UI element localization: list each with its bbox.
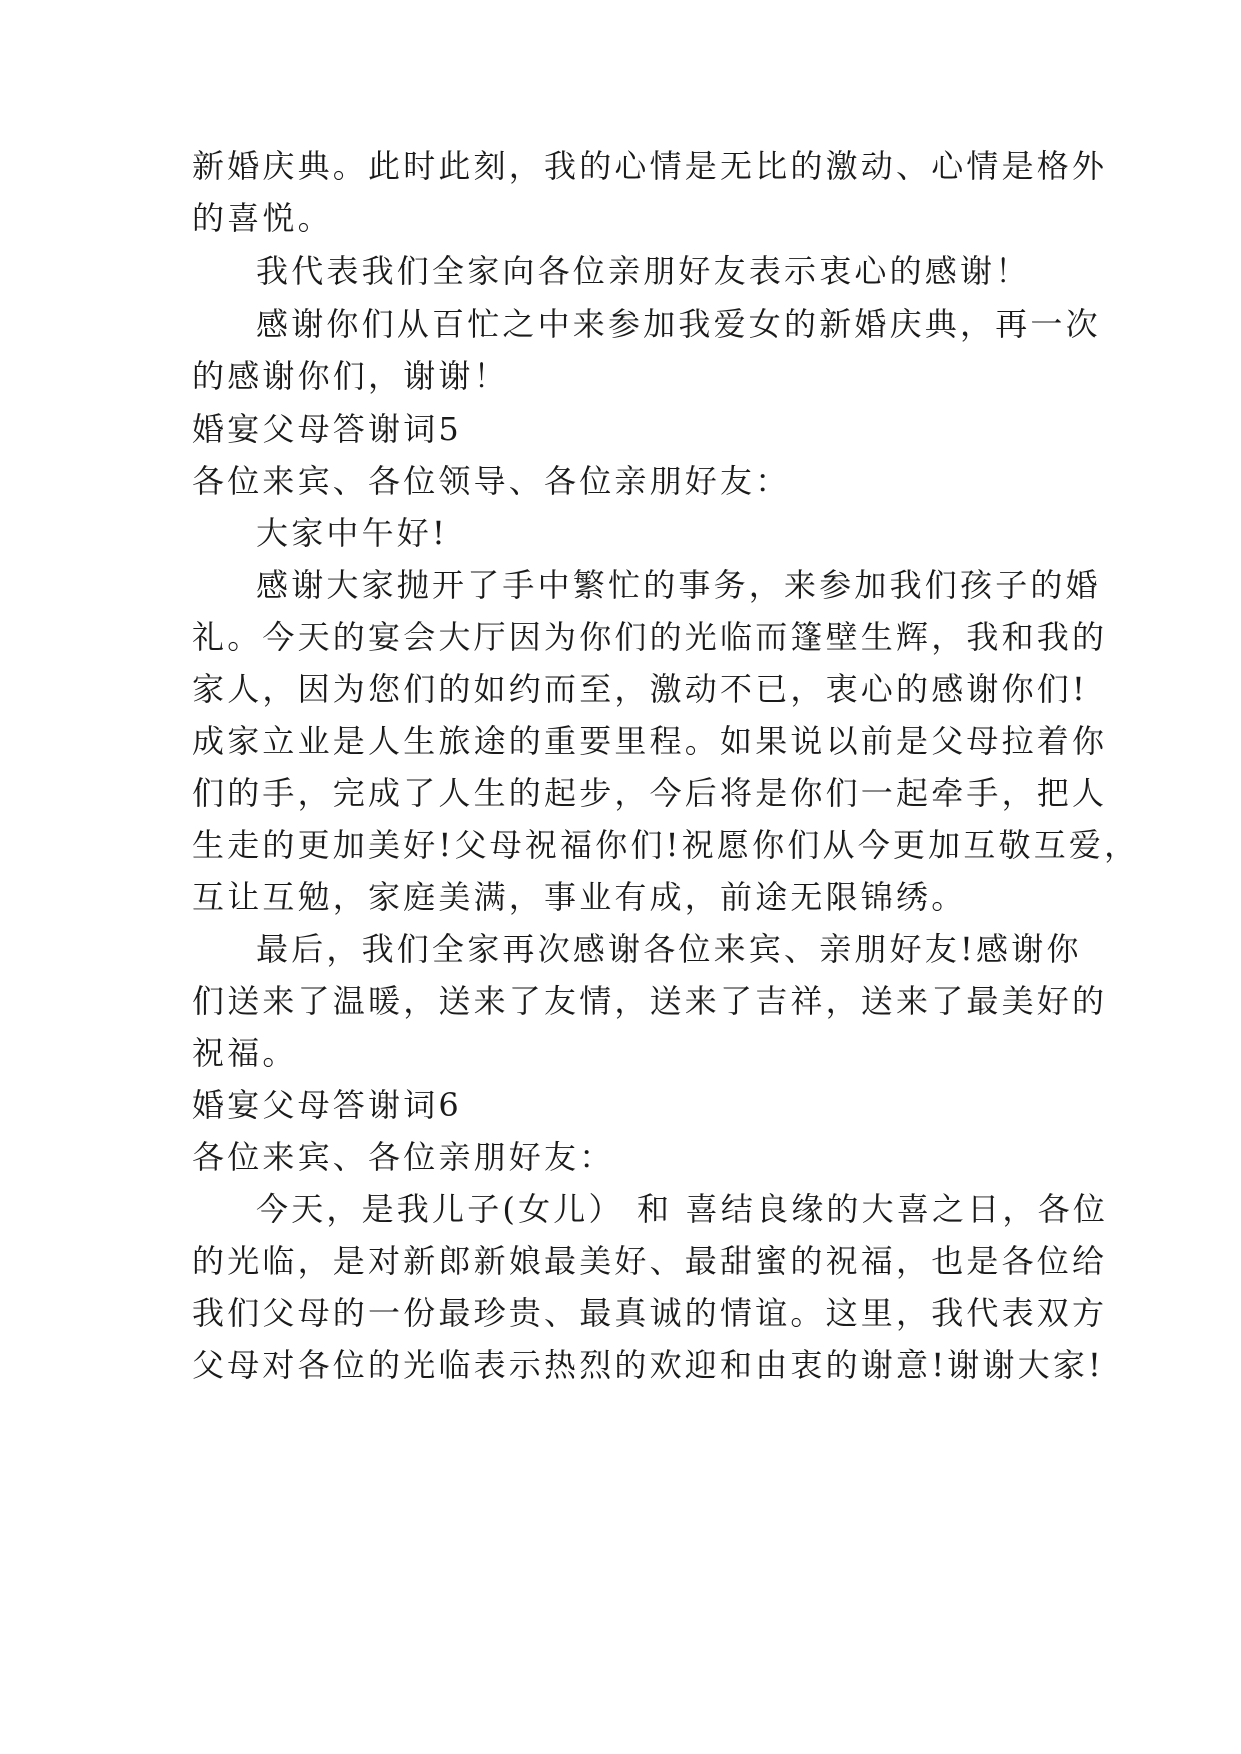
body-text-line: 生走的更加美好!父母祝福你们!祝愿你们从今更加互敬互爱， <box>192 826 1140 864</box>
greeting: 大家中午好! <box>256 514 449 552</box>
body-text-line: 家人，因为您们的如约而至，激动不已，衷心的感谢你们! <box>192 670 1089 708</box>
body-text-line: 我代表我们全家向各位亲朋好友表示衷心的感谢！ <box>256 252 1031 290</box>
body-text-line: 的喜悦。 <box>192 199 333 237</box>
body-text-line: 礼。今天的宴会大厅因为你们的光临而篷壁生辉，我和我的 <box>192 618 1108 656</box>
body-text-line: 互让互勉，家庭美满，事业有成，前途无限锦绣。 <box>192 878 967 916</box>
body-text-line: 的感谢你们，谢谢！ <box>192 357 509 395</box>
body-text-line: 新婚庆典。此时此刻，我的心情是无比的激动、心情是格外 <box>192 147 1108 185</box>
body-text-line: 们送来了温暖，送来了友情，送来了吉祥，送来了最美好的 <box>192 982 1108 1020</box>
body-text-line: 祝福。 <box>192 1034 298 1072</box>
section-heading: 婚宴父母答谢词6 <box>192 1086 462 1124</box>
salutation: 各位来宾、各位亲朋好友： <box>192 1138 615 1176</box>
body-text-line: 父母对各位的光临表示热烈的欢迎和由衷的谢意!谢谢大家! <box>192 1346 1105 1384</box>
body-text-line: 最后，我们全家再次感谢各位来宾、亲朋好友!感谢你 <box>256 930 1082 968</box>
salutation: 各位来宾、各位领导、各位亲朋好友： <box>192 462 791 500</box>
body-text-line: 的光临，是对新郎新娘最美好、最甜蜜的祝福，也是各位给 <box>192 1242 1108 1280</box>
body-text-line: 我们父母的一份最珍贵、最真诚的情谊。这里，我代表双方 <box>192 1294 1108 1332</box>
section-heading: 婚宴父母答谢词5 <box>192 410 462 448</box>
body-text-line: 感谢大家抛开了手中繁忙的事务，来参加我们孩子的婚 <box>256 566 1101 604</box>
body-text-line: 成家立业是人生旅途的重要里程。如果说以前是父母拉着你 <box>192 722 1108 760</box>
body-text-line: 今天，是我儿子(女儿） 和 喜结良缘的大喜之日，各位 <box>256 1190 1109 1228</box>
body-text-line: 感谢你们从百忙之中来参加我爱女的新婚庆典，再一次 <box>256 305 1101 343</box>
body-text-line: 们的手，完成了人生的起步，今后将是你们一起牵手，把人 <box>192 774 1108 812</box>
